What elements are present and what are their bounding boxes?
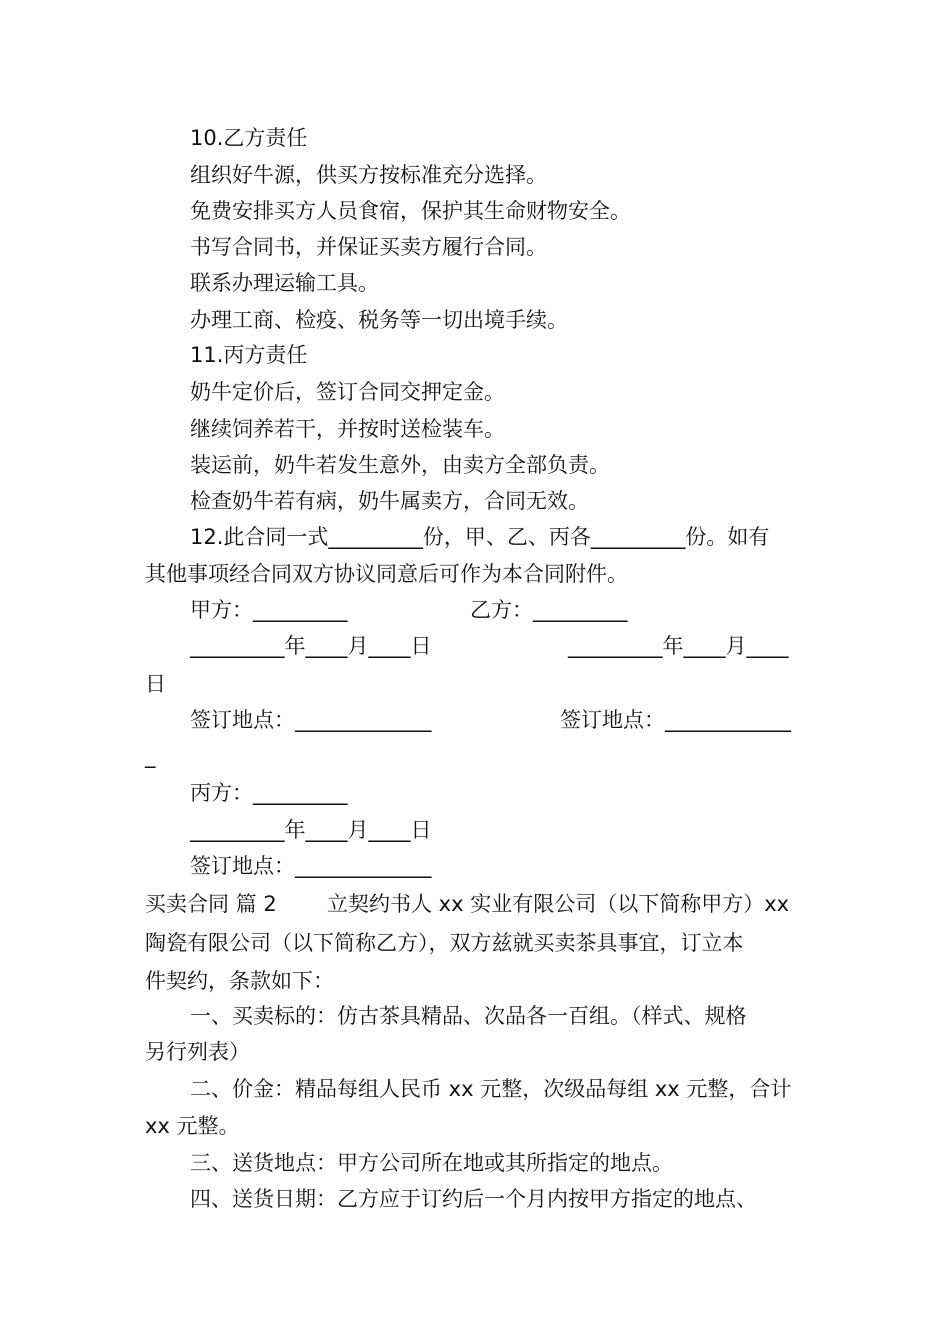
party-b-signature: 乙方：_________ <box>470 598 628 622</box>
contract-title: 买卖合同 篇 2 <box>145 892 277 916</box>
paragraph-line: 联系办理运输工具。 <box>190 271 379 295</box>
paragraph-line: 立契约书人 xx 实业有限公司（以下简称甲方）xx <box>327 892 790 916</box>
section-heading: 11.丙方责任 <box>190 343 308 367</box>
party-a-sign-place: 签订地点：_____________ <box>190 708 432 732</box>
paragraph-line: 另行列表） <box>145 1040 250 1064</box>
paragraph-line: xx 元整。 <box>145 1114 240 1138</box>
paragraph-line: 12.此合同一式_________份，甲、乙、丙各_________份。如有 <box>190 525 770 549</box>
party-b-date: _________年____月____ <box>568 634 789 658</box>
paragraph-line: 免费安排买方人员食宿，保护其生命财物安全。 <box>190 199 631 223</box>
paragraph-line: 陶瓷有限公司（以下简称乙方），双方兹就买卖茶具事宜，订立本 <box>145 931 744 955</box>
paragraph-line: 检查奶牛若有病，奶牛属卖方，合同无效。 <box>190 489 589 513</box>
paragraph-line: 其他事项经合同双方协议同意后可作为本合同附件。 <box>145 562 628 586</box>
party-c-sign-place: 签订地点：_____________ <box>190 854 432 878</box>
paragraph-line: 一、买卖标的：仿古茶具精品、次品各一百组。（样式、规格 <box>190 1004 747 1028</box>
paragraph-line: 件契约，条款如下： <box>145 969 334 993</box>
paragraph-line: 办理工商、检疫、税务等一切出境手续。 <box>190 308 568 332</box>
party-b-date-continued: 日 <box>145 672 166 696</box>
party-b-sign-place-continued: _ <box>145 744 156 768</box>
party-a-date: _________年____月____日 <box>190 634 432 658</box>
paragraph-line: 四、送货日期：乙方应于订约后一个月内按甲方指定的地点、 <box>190 1187 757 1211</box>
paragraph-line: 三、送货地点：甲方公司所在地或其所指定的地点。 <box>190 1151 673 1175</box>
paragraph-line: 组织好牛源，供买方按标准充分选择。 <box>190 163 547 187</box>
party-c-date: _________年____月____日 <box>190 818 432 842</box>
paragraph-line: 继续饲养若干，并按时送检装车。 <box>190 417 505 441</box>
paragraph-line: 书写合同书，并保证买卖方履行合同。 <box>190 235 547 259</box>
section-heading: 10.乙方责任 <box>190 126 308 150</box>
party-b-sign-place: 签订地点：____________ <box>560 708 791 732</box>
party-a-signature: 甲方：_________ <box>190 598 348 622</box>
paragraph-line: 奶牛定价后，签订合同交押定金。 <box>190 380 505 404</box>
paragraph-line: 二、价金：精品每组人民币 xx 元整，次级品每组 xx 元整，合计 <box>190 1077 792 1101</box>
paragraph-line: 装运前，奶牛若发生意外，由卖方全部负责。 <box>190 453 610 477</box>
party-c-signature: 丙方：_________ <box>190 781 348 805</box>
